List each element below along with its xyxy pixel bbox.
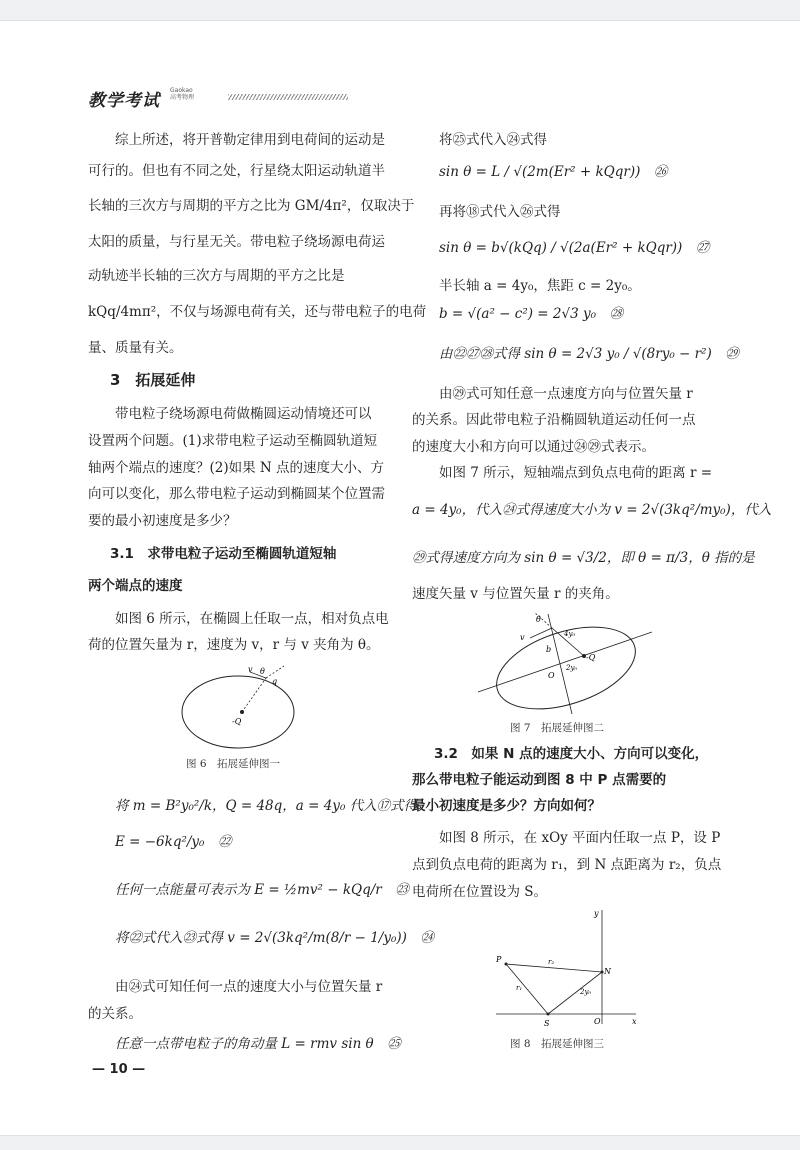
equation-line: 由㉒㉗㉘式得 sin θ = 2√3 y₀ / √(8ry₀ − r²) ㉙ xyxy=(439,346,739,362)
label-v: v xyxy=(520,633,525,642)
label-c: 2y₀ xyxy=(566,664,578,672)
text-line: 的速度大小和方向可以通过㉔㉙式表示。 xyxy=(412,439,655,455)
journal-subtitle: Gaokao 高考物理 xyxy=(170,87,195,101)
position-vector xyxy=(242,678,266,712)
label-h: 2y₀ xyxy=(580,988,592,996)
text-line: 向可以变化，那么带电粒子运动到椭圆某个位置需 xyxy=(88,486,385,502)
equation-line: b = √(a² − c²) = 2√3 y₀ ㉘ xyxy=(439,306,624,322)
text-line: 如图 7 所示，短轴端点到负点电荷的距离 r = xyxy=(439,465,713,481)
subsection-heading: 最小初速度是多少？方向如何？ xyxy=(412,798,601,814)
text-line: 的关系。因此带电粒子沿椭圆轨道运动任何一点 xyxy=(412,412,696,428)
text-line: 点到负点电荷的距离为 r₁，到 N 点距离为 r₂，负点 xyxy=(412,857,722,873)
label-theta: θ xyxy=(536,615,541,624)
text-line: 速度矢量 v 与位置矢量 r 的夹角。 xyxy=(412,586,619,602)
text-line: 设置两个问题。(1)求带电粒子运动至椭圆轨道短 xyxy=(88,433,378,449)
label-y: y xyxy=(594,909,599,918)
text-line: 可行的。但也有不同之处，行星绕太阳运动轨道半 xyxy=(88,163,385,179)
point-S xyxy=(547,1013,550,1016)
header-rule xyxy=(228,94,348,100)
label-theta: θ xyxy=(260,667,265,676)
orbit-ellipse xyxy=(182,676,294,748)
equation-line: a = 4y₀，代入㉔式得速度大小为 v = 2√(3kq²/my₀)，代入 xyxy=(412,502,772,518)
subsection-heading: 那么带电粒子能运动到图 8 中 P 点需要的 xyxy=(412,772,667,788)
text-line: 电荷所在位置设为 S。 xyxy=(412,884,548,900)
velocity-vector xyxy=(530,628,552,638)
equation-line: 任意一点带电粒子的角动量 L = rmv sin θ ㉕ xyxy=(115,1036,401,1052)
figure-8-caption: 图 8 拓展延伸图三 xyxy=(510,1038,605,1050)
figure-7-caption: 图 7 拓展延伸图二 xyxy=(510,722,605,734)
page-number: — 10 — xyxy=(92,1062,146,1077)
label-r1: r₁ xyxy=(516,984,523,992)
segment-r1 xyxy=(506,964,548,1014)
label-S: S xyxy=(544,1019,550,1028)
label-a: 4y₀ xyxy=(564,630,576,638)
text-line: 要的最小初速度是多少？ xyxy=(88,513,237,529)
text-line: 再将⑱式代入㉖式得 xyxy=(439,204,561,220)
label-Q: -Q xyxy=(232,717,242,726)
equation-line: sin θ = L / √(2m(Er² + kQqr)) ㉖ xyxy=(439,164,668,180)
text-line: 量、质量有关。 xyxy=(88,340,183,356)
text-line: 将㉕式代入㉔式得 xyxy=(439,132,547,148)
subsection-heading: 3.1 求带电粒子运动至椭圆轨道短轴 xyxy=(110,546,337,562)
label-r2: r₂ xyxy=(548,958,555,966)
equation-line: ㉙式得速度方向为 sin θ = √3/2，即 θ = π/3，θ 指的是 xyxy=(412,550,755,566)
point-P xyxy=(505,963,508,966)
text-line: 动轨迹半长轴的三次方与周期的平方之比是 xyxy=(88,268,345,284)
text-line: 荷的位置矢量为 r，速度为 v，r 与 v 夹角为 θ。 xyxy=(88,637,380,653)
label-q: q xyxy=(272,677,278,686)
journal-title: 教学考试 xyxy=(88,91,160,111)
figure-6 xyxy=(180,664,300,752)
label-Q: -Q xyxy=(586,653,596,662)
text-line: 长轴的三次方与周期的平方之比为 GM/4π²，仅取决于 xyxy=(88,198,415,214)
label-x: x xyxy=(632,1017,637,1026)
equation-line: sin θ = b√(kQq) / √(2a(Er² + kQqr)) ㉗ xyxy=(439,240,710,256)
figure-6-caption: 图 6 拓展延伸图一 xyxy=(186,758,281,770)
text-line: 半长轴 a = 4y₀，焦距 c = 2y₀。 xyxy=(439,278,641,294)
figure-8 xyxy=(492,906,642,1028)
figure-7 xyxy=(476,608,656,718)
equation-line: 任何一点能量可表示为 E = ½mv² − kQq/r ㉓ xyxy=(115,882,409,898)
segment-SN xyxy=(548,972,602,1014)
label-v: v xyxy=(248,665,253,674)
text-line: 太阳的质量，与行星无关。带电粒子绕场源电荷运 xyxy=(88,234,385,250)
label-P: P xyxy=(496,955,502,964)
running-header xyxy=(88,86,728,111)
text-line: 的关系。 xyxy=(88,1006,142,1022)
major-axis xyxy=(478,632,652,692)
text-line: 如图 6 所示，在椭圆上任取一点，相对负点电 xyxy=(115,611,389,627)
subsection-heading: 3.2 如果 N 点的速度大小、方向可以变化， xyxy=(434,746,709,762)
text-line: kQq/4mπ²，不仅与场源电荷有关，还与带电粒子的电荷 xyxy=(88,304,427,320)
top-band xyxy=(0,0,800,21)
text-line: 如图 8 所示，在 xOy 平面内任取一点 P，设 P xyxy=(439,830,721,846)
text-line: 由㉔式可知任何一点的速度大小与位置矢量 r xyxy=(115,979,383,995)
label-O: O xyxy=(548,671,555,680)
text-line: 带电粒子绕场源电荷做椭圆运动情境还可以 xyxy=(115,406,372,422)
section-heading: 3 拓展延伸 xyxy=(110,371,196,389)
text-line: 轴两个端点的速度？(2)如果 N 点的速度大小、方 xyxy=(88,460,385,476)
text-line: 综上所述，将开普勒定律用到电荷间的运动是 xyxy=(115,132,385,148)
label-N: N xyxy=(604,967,611,976)
subsection-heading: 两个端点的速度 xyxy=(88,578,183,594)
label-O: O xyxy=(594,1017,601,1026)
text-line: 由㉙式可知任意一点速度方向与位置矢量 r xyxy=(439,386,693,402)
equation-line: E = −6kq²/y₀ ㉒ xyxy=(115,834,232,850)
equation-line: 将㉒式代入㉓式得 v = 2√(3kq²/m(8/r − 1/y₀)) ㉔ xyxy=(115,930,434,946)
label-b: b xyxy=(546,645,552,654)
equation-line: 将 m = B²y₀²/k，Q = 48q，a = 4y₀ 代入⑰式得 xyxy=(115,798,418,814)
bottom-band xyxy=(0,1135,800,1150)
